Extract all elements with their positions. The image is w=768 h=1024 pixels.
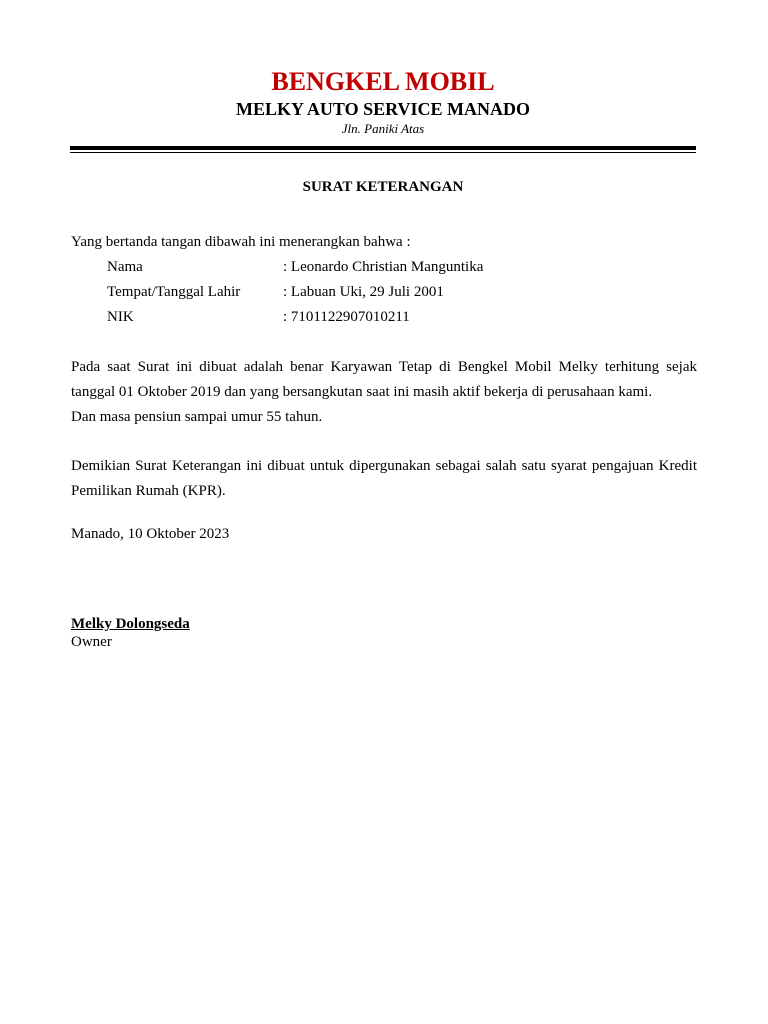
identity-value: : Labuan Uki, 29 Juli 2001	[283, 284, 444, 300]
employment-paragraph	[71, 355, 697, 405]
letterhead-rule-thin	[70, 152, 696, 153]
identity-label: Nama	[107, 259, 143, 275]
identity-value: : Leonardo Christian Manguntika	[283, 259, 484, 275]
letterhead-rule-thick	[70, 146, 696, 150]
purpose-paragraph	[71, 454, 697, 504]
intro-text: Yang bertanda tangan dibawah ini menerangkan bahwa :	[71, 234, 411, 250]
identity-row-name	[107, 255, 667, 280]
paragraph-line: Pada saat Surat ini dibuat adalah benar Karyawan Tetap di Bengkel Mobil Melky terhitung sejak	[71, 359, 697, 375]
identity-row-nik	[107, 305, 667, 330]
signer-role: Owner	[71, 634, 112, 650]
signer-name: Melky Dolongseda	[71, 616, 190, 632]
identity-value: : 7101122907010211	[283, 309, 410, 325]
paragraph-line: tanggal 01 Oktober 2019 dan yang bersangkutan saat ini masih aktif bekerja di perusahaan kami.	[71, 384, 653, 400]
paragraph-line: Pemilikan Rumah (KPR).	[71, 483, 226, 499]
pension-paragraph: Dan masa pensiun sampai umur 55 tahun.	[71, 409, 323, 425]
company-address: Jln. Paniki Atas	[341, 121, 425, 136]
identity-table	[107, 255, 667, 330]
document-title: SURAT KETERANGAN	[302, 179, 464, 195]
company-type-heading: BENGKEL MOBIL	[271, 67, 495, 96]
identity-label: Tempat/Tanggal Lahir	[107, 284, 241, 300]
paragraph-line: Demikian Surat Keterangan ini dibuat untuk dipergunakan sebagai salah satu syarat pengajuan Kredit	[71, 458, 697, 474]
place-date: Manado, 10 Oktober 2023	[71, 526, 230, 542]
company-name-heading: MELKY AUTO SERVICE MANADO	[236, 99, 530, 119]
identity-label: NIK	[107, 309, 134, 325]
identity-row-birth	[107, 280, 667, 305]
